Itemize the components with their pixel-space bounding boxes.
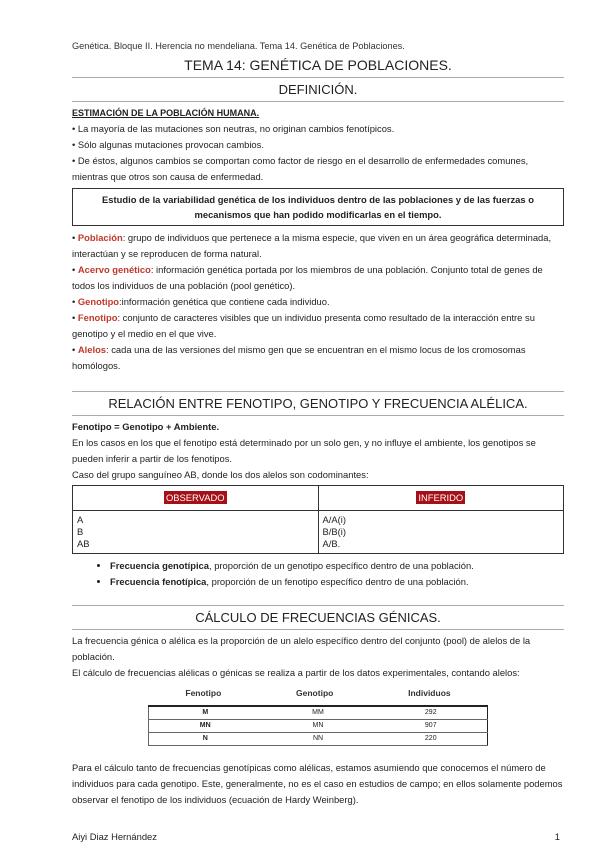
term: Frecuencia fenotípica — [110, 576, 207, 587]
divider — [72, 391, 564, 392]
individuals-table — [148, 687, 488, 746]
definition-box: Estudio de la variabilidad genética de los individuos dentro de las poblaciones y de las fuerzas o mecanismos que han podido modificarlas en el tiempo. — [72, 188, 564, 226]
cell: M — [149, 706, 262, 720]
cell: NN — [262, 733, 375, 746]
cell: MM — [262, 706, 375, 720]
value: A/B. — [322, 538, 341, 549]
definition-text: :información genética que contiene cada individuo. — [119, 296, 330, 307]
column-header: Fenotipo — [185, 688, 222, 698]
definition-text: : conjunto de caracteres visibles que un individuo presenta como resultado de la interacción entre su genotipo y el medio en el que vive. — [72, 312, 535, 339]
header-cell — [318, 486, 564, 511]
cell: MN — [262, 720, 375, 733]
paragraph: El cálculo de frecuencias alélicas o génicas se realiza a partir de los datos experimentales, contando alelos: — [72, 667, 520, 678]
bullet: • Sólo algunas mutaciones provocan cambios. — [72, 139, 264, 150]
paragraph: Caso del grupo sanguíneo AB, donde los dos alelos son codominantes: — [72, 469, 369, 480]
term: Alelos — [77, 344, 107, 355]
definition-text: : cada una de las versiones del mismo gen que se encuentran en el mismo locus de los cromosomas homólogos. — [72, 344, 526, 371]
list-item — [110, 574, 564, 590]
column-label: OBSERVADO — [165, 492, 225, 503]
author: Aiyi Diaz Hernández — [72, 831, 157, 842]
bullet: • De éstos, algunos cambios se comportan como factor de riesgo en el desarrollo de enfermedades comunes, mientras que otros son causa de enfermedad. — [72, 155, 529, 182]
definition-poblacion: • Población: grupo de individuos que pertenece a la misma especie, que viven en un área geográfica determinada, interactúan y se reproducen de forma natural. — [72, 232, 552, 259]
term: Población — [77, 232, 123, 243]
document-page — [72, 0, 564, 808]
subheading: ESTIMACIÓN DE LA POBLACIÓN HUMANA. — [72, 108, 260, 118]
value: AB — [77, 538, 90, 549]
page-title: TEMA 14: GENÉTICA DE POBLACIONES. — [184, 57, 452, 73]
header-cell — [73, 486, 319, 511]
cell: 907 — [375, 720, 488, 733]
cell: N — [149, 733, 262, 746]
term: Frecuencia genotípica — [110, 560, 209, 571]
term: Genotipo — [77, 296, 120, 307]
column-header: Individuos — [408, 688, 451, 698]
divider — [72, 605, 564, 606]
definition-alelos: • Alelos: cada una de las versiones del mismo gen que se encuentran en el mismo locus de los cromosomas homólogos. — [72, 344, 526, 371]
table-row — [149, 733, 488, 746]
divider — [72, 629, 564, 630]
section-heading-definicion: DEFINICIÓN. — [278, 82, 358, 97]
cell: MN — [149, 720, 262, 733]
page-footer — [72, 830, 560, 844]
definition-text: : información genética portada por los miembros de una población. Conjunto total de genes de todos los individuos de una población (pool genético). — [72, 264, 543, 291]
divider — [72, 101, 564, 102]
text: , proporción de un fenotipo específico dentro de una población. — [206, 576, 469, 587]
bullet: • La mayoría de las mutaciones son neutras, no originan cambios fenotípicos. — [72, 123, 395, 134]
value: A — [77, 514, 84, 525]
running-header: Genética. Bloque II. Herencia no mendeliana. Tema 14. Genética de Poblaciones. — [72, 41, 405, 51]
term: Acervo genético — [77, 264, 151, 275]
value: B/B(i) — [322, 526, 346, 537]
definition-fenotipo: • Fenotipo: conjunto de caracteres visibles que un individuo presenta como resultado de la interacción entre su genotipo y el medio en el que vive. — [72, 312, 535, 339]
value: B — [77, 526, 84, 537]
section-heading-calculo: CÁLCULO DE FRECUENCIAS GÉNICAS. — [195, 610, 441, 625]
column-label: INFERIDO — [418, 492, 464, 503]
column-header: Genotipo — [296, 688, 334, 698]
divider — [72, 415, 564, 416]
page-number: 1 — [554, 831, 560, 842]
definition-acervo: • Acervo genético: información genética portada por los miembros de una población. Conjunto total de genes de todos los individuos de una población (pool genético). — [72, 264, 543, 291]
paragraph: Para el cálculo tanto de frecuencias genotípicas como alélicas, estamos asumiendo que conocemos el número de individuos para cada genotipo. Este, generalmente, no es el caso en estudios de campo; en ellos solamente podemos observar el fenotipo de los individuos (ecuación de Hardy Weinberg). — [72, 762, 563, 805]
definition-genotipo: • Genotipo:información genética que contiene cada individuo. — [72, 296, 330, 307]
section-heading-relacion: RELACIÓN ENTRE FENOTIPO, GENOTIPO Y FRECUENCIA ALÉLICA. — [108, 396, 528, 411]
formula: Fenotipo = Genotipo + Ambiente. — [72, 421, 220, 432]
table-row — [149, 706, 488, 720]
list-item — [110, 558, 564, 574]
frequency-list — [72, 558, 564, 590]
paragraph: En los casos en los que el fenotipo está determinado por un solo gen, y no influye el ambiente, los genotipos se pueden inferir a partir de los fenotipos. — [72, 437, 536, 464]
definition-text: : grupo de individuos que pertenece a la misma especie, que viven en un área geográfica determinada, interactúan y se reproducen de forma natural. — [72, 232, 552, 259]
divider — [72, 77, 564, 78]
inferred-cell — [318, 511, 564, 554]
value: A/A(i) — [322, 514, 346, 525]
cell: 292 — [375, 706, 488, 720]
paragraph: La frecuencia génica o alélica es la proporción de un alelo específico dentro del conjunto (pool) de alelos de la población. — [72, 635, 531, 662]
observed-inferred-table — [72, 485, 564, 554]
observed-cell — [73, 511, 319, 554]
term: Fenotipo — [77, 312, 118, 323]
table-row — [149, 720, 488, 733]
cell: 220 — [375, 733, 488, 746]
text: , proporción de un genotipo específico dentro de una población. — [209, 560, 474, 571]
